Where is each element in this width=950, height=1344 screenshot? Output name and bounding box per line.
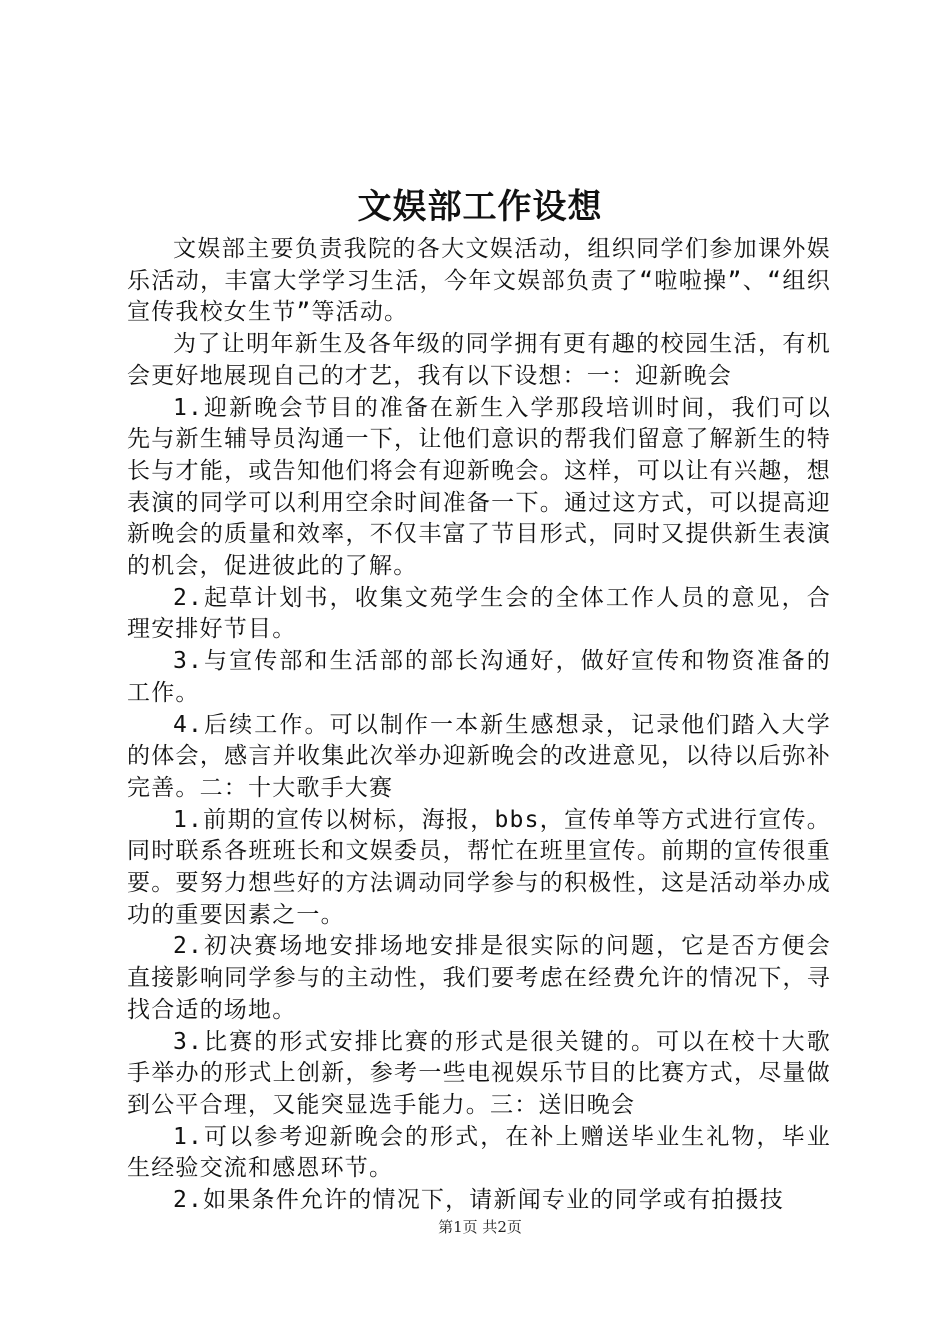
- page-footer: 第1页 共2页: [438, 1218, 522, 1236]
- paragraph: 2.起草计划书，收集文苑学生会的全体工作人员的意见，合理安排好节目。: [127, 584, 831, 643]
- paragraph: 2.初决赛场地安排场地安排是很实际的问题，它是否方便会直接影响同学参与的主动性，我们要考虑在经费允许的情况下，寻找合适的场地。: [127, 933, 831, 1023]
- paragraph: 2.如果条件允许的情况下，请新闻专业的同学或有拍摄技: [173, 1187, 784, 1214]
- paragraph: 1.迎新晚会节目的准备在新生入学那段培训时间，我们可以先与新生辅导员沟通一下，让他们意识的帮我们留意了解新生的特长与才能，或告知他们将会有迎新晚会。这样，可以让有兴趣，想表演的同学可以利用空余时间准备一下。通过这方式，可以提高迎新晚会的质量和效率，不仅丰富了节目形式，同时又提供新生表演的机会，促进彼此的了解。: [127, 394, 831, 580]
- paragraph: 3.与宣传部和生活部的部长沟通好，做好宣传和物资准备的工作。: [127, 648, 831, 706]
- paragraph: 3.比赛的形式安排比赛的形式是很关键的。可以在校十大歌手举办的形式上创新，参考一些电视娱乐节目的比赛方式，尽量做到公平合理，又能突显选手能力。三：送旧晚会: [127, 1028, 831, 1118]
- document-title: 文娱部工作设想: [357, 187, 603, 227]
- paragraph: 1.前期的宣传以树标，海报，bbs，宣传单等方式进行宣传。同时联系各班班长和文娱委员，帮忙在班里宣传。前期的宣传很重要。要努力想些好的方法调动同学参与的积极性，这是活动举办成功的重要因素之一。: [127, 806, 831, 928]
- paragraph: 文娱部主要负责我院的各大文娱活动，组织同学们参加课外娱乐活动，丰富大学学习生活，今年文娱部负责了“啦啦操”、“组织宣传我校女生节”等活动。: [127, 236, 831, 326]
- document-body: [127, 234, 831, 1217]
- paragraph: 为了让明年新生及各年级的同学拥有更有趣的校园生活，有机会更好地展现自己的才艺，我有以下设想：一：迎新晚会: [127, 331, 831, 389]
- paragraph: 1.可以参考迎新晚会的形式，在补上赠送毕业生礼物，毕业生经验交流和感恩环节。: [127, 1123, 831, 1182]
- paragraph: 4.后续工作。可以制作一本新生感想录，记录他们踏入大学的体会，感言并收集此次举办迎新晚会的改进意见，以待以后弥补完善。二：十大歌手大赛: [127, 711, 831, 801]
